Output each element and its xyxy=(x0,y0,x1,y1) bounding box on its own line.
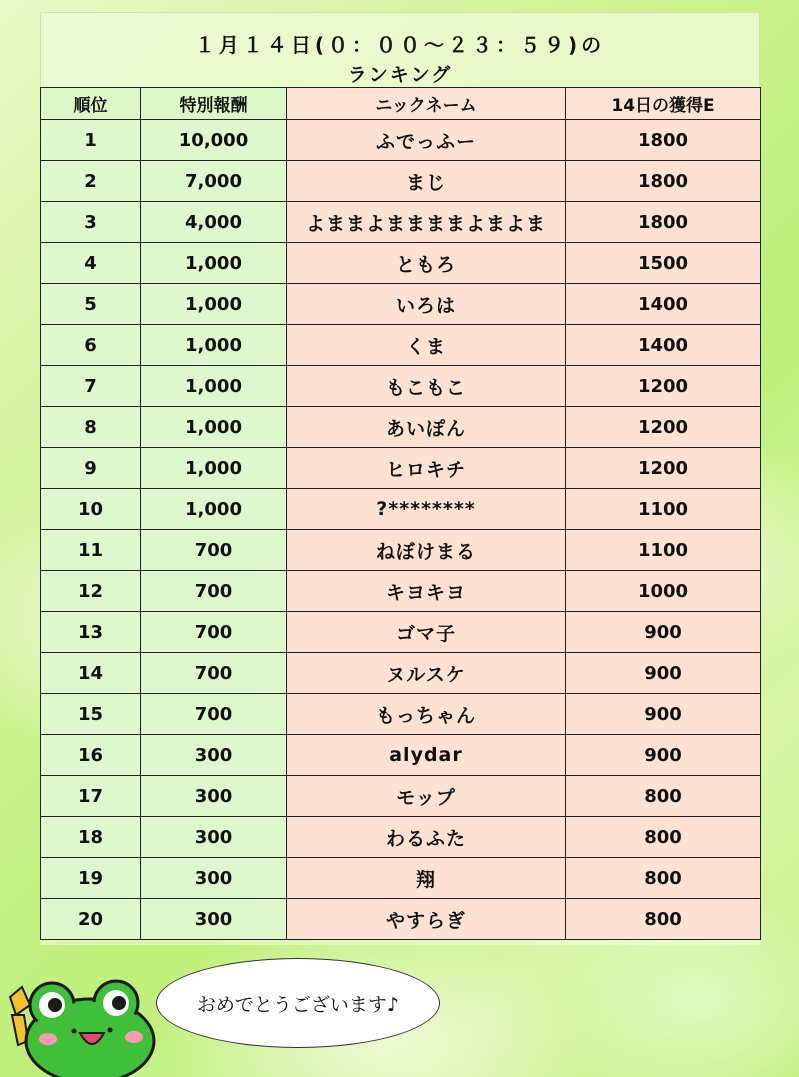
points-cell: 1800 xyxy=(566,202,761,243)
nickname-cell: ?******** xyxy=(287,489,566,530)
nickname-cell: 翔 xyxy=(287,858,566,899)
reward-cell: 700 xyxy=(141,612,287,653)
nickname-cell: モップ xyxy=(287,776,566,817)
nickname-cell: くま xyxy=(287,325,566,366)
table-row xyxy=(41,284,761,325)
table-row xyxy=(41,776,761,817)
table-row xyxy=(41,899,761,940)
reward-cell: 300 xyxy=(141,899,287,940)
table-row xyxy=(41,694,761,735)
rank-cell: 18 xyxy=(41,817,141,858)
table-row xyxy=(41,325,761,366)
frog-mascot-icon xyxy=(8,975,156,1077)
points-cell: 900 xyxy=(566,735,761,776)
rank-cell: 16 xyxy=(41,735,141,776)
points-cell: 1100 xyxy=(566,530,761,571)
nickname-cell: alydar xyxy=(287,735,566,776)
title-ranking: ランキング xyxy=(347,64,453,86)
reward-cell: 1,000 xyxy=(141,325,287,366)
reward-cell: 10,000 xyxy=(141,120,287,161)
table-row xyxy=(41,858,761,899)
rank-cell: 8 xyxy=(41,407,141,448)
rank-cell: 14 xyxy=(41,653,141,694)
reward-cell: 1,000 xyxy=(141,284,287,325)
nickname-cell: やすらぎ xyxy=(287,899,566,940)
points-cell: 1200 xyxy=(566,448,761,489)
points-cell: 1800 xyxy=(566,120,761,161)
nickname-cell: ヒロキチ xyxy=(287,448,566,489)
reward-cell: 7,000 xyxy=(141,161,287,202)
rank-cell: 10 xyxy=(41,489,141,530)
speech-bubble xyxy=(156,958,440,1048)
reward-cell: 1,000 xyxy=(141,489,287,530)
rank-cell: 12 xyxy=(41,571,141,612)
ranking-title xyxy=(40,12,760,88)
points-cell: 800 xyxy=(566,858,761,899)
table-row xyxy=(41,161,761,202)
table-row xyxy=(41,735,761,776)
nickname-cell: まじ xyxy=(287,161,566,202)
nickname-cell: もこもこ xyxy=(287,366,566,407)
table-header-row xyxy=(41,88,761,120)
reward-cell: 1,000 xyxy=(141,243,287,284)
points-cell: 1200 xyxy=(566,366,761,407)
bubble-message: おめでとうございます♪ xyxy=(196,993,400,1016)
rank-cell: 7 xyxy=(41,366,141,407)
ranking-table-body xyxy=(41,120,761,940)
points-cell: 800 xyxy=(566,899,761,940)
rank-cell: 2 xyxy=(41,161,141,202)
rank-cell: 15 xyxy=(41,694,141,735)
rank-cell: 17 xyxy=(41,776,141,817)
rank-cell: 20 xyxy=(41,899,141,940)
reward-cell: 1,000 xyxy=(141,407,287,448)
reward-cell: 300 xyxy=(141,817,287,858)
nickname-cell: いろは xyxy=(287,284,566,325)
points-cell: 800 xyxy=(566,776,761,817)
nickname-cell: ともろ xyxy=(287,243,566,284)
reward-cell: 700 xyxy=(141,530,287,571)
table-row xyxy=(41,571,761,612)
points-cell: 1400 xyxy=(566,284,761,325)
rank-cell: 3 xyxy=(41,202,141,243)
points-cell: 1000 xyxy=(566,571,761,612)
table-row xyxy=(41,366,761,407)
header-reward: 特別報酬 xyxy=(141,88,287,120)
header-rank: 順位 xyxy=(41,88,141,120)
nickname-cell: ヌルスケ xyxy=(287,653,566,694)
rank-cell: 13 xyxy=(41,612,141,653)
nickname-cell: ねぼけまる xyxy=(287,530,566,571)
points-cell: 900 xyxy=(566,612,761,653)
rank-cell: 1 xyxy=(41,120,141,161)
reward-cell: 300 xyxy=(141,776,287,817)
reward-cell: 300 xyxy=(141,735,287,776)
table-row xyxy=(41,653,761,694)
table-row xyxy=(41,407,761,448)
nickname-cell: ふでっふー xyxy=(287,120,566,161)
header-points: 14日の獲得E xyxy=(566,88,761,120)
reward-cell: 700 xyxy=(141,571,287,612)
rank-cell: 11 xyxy=(41,530,141,571)
table-row xyxy=(41,817,761,858)
points-cell: 800 xyxy=(566,817,761,858)
points-cell: 1500 xyxy=(566,243,761,284)
reward-cell: 700 xyxy=(141,653,287,694)
rank-cell: 4 xyxy=(41,243,141,284)
table-row xyxy=(41,120,761,161)
rank-cell: 6 xyxy=(41,325,141,366)
points-cell: 1400 xyxy=(566,325,761,366)
points-cell: 900 xyxy=(566,653,761,694)
nickname-cell: もっちゃん xyxy=(287,694,566,735)
table-row xyxy=(41,530,761,571)
points-cell: 1200 xyxy=(566,407,761,448)
nickname-cell: わるふた xyxy=(287,817,566,858)
table-row xyxy=(41,489,761,530)
rank-cell: 19 xyxy=(41,858,141,899)
reward-cell: 4,000 xyxy=(141,202,287,243)
nickname-cell: ゴマ子 xyxy=(287,612,566,653)
rank-cell: 5 xyxy=(41,284,141,325)
title-date-range: １月１４日(０：００～２３：５９)の xyxy=(194,33,606,57)
table-row xyxy=(41,202,761,243)
reward-cell: 1,000 xyxy=(141,448,287,489)
rank-cell: 9 xyxy=(41,448,141,489)
reward-cell: 300 xyxy=(141,858,287,899)
table-row xyxy=(41,243,761,284)
points-cell: 1100 xyxy=(566,489,761,530)
nickname-cell: キヨキヨ xyxy=(287,571,566,612)
reward-cell: 700 xyxy=(141,694,287,735)
ranking-table xyxy=(40,87,761,940)
header-nickname: ニックネーム xyxy=(287,88,566,120)
reward-cell: 1,000 xyxy=(141,366,287,407)
points-cell: 900 xyxy=(566,694,761,735)
points-cell: 1800 xyxy=(566,161,761,202)
table-row xyxy=(41,448,761,489)
nickname-cell: あいぽん xyxy=(287,407,566,448)
table-row xyxy=(41,612,761,653)
nickname-cell: よままよままままよまよま xyxy=(287,202,566,243)
